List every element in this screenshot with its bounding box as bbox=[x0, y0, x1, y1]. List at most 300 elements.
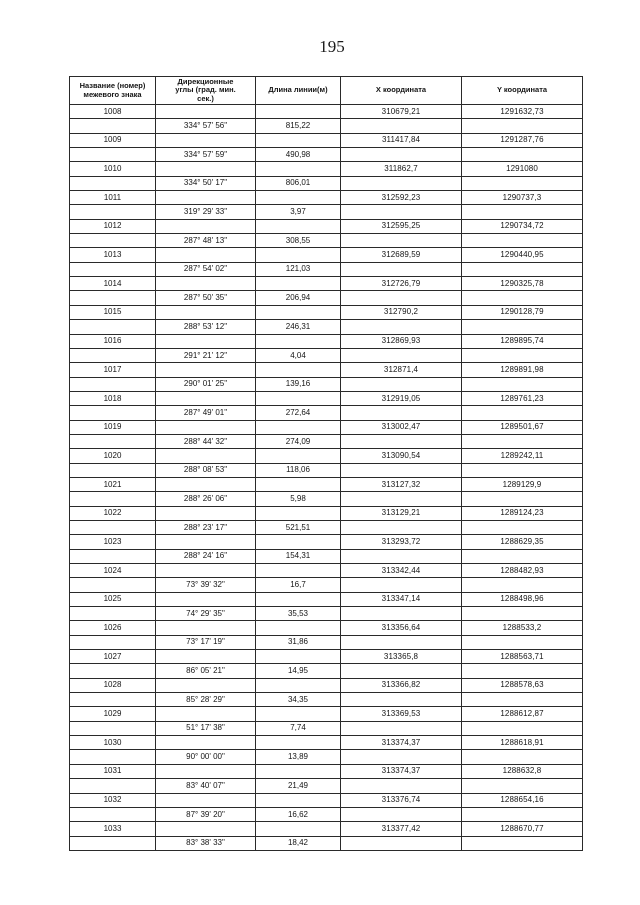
empty-cell bbox=[70, 262, 156, 276]
segment-row bbox=[70, 635, 583, 649]
x-coordinate-cell: 312689,59 bbox=[341, 248, 462, 262]
x-coordinate-cell: 312726,79 bbox=[341, 277, 462, 291]
empty-cell bbox=[341, 148, 462, 162]
empty-cell bbox=[256, 391, 341, 405]
y-coordinate-cell: 1289129,9 bbox=[462, 477, 583, 491]
empty-cell bbox=[462, 406, 583, 420]
point-name-cell: 1020 bbox=[70, 449, 156, 463]
empty-cell bbox=[70, 406, 156, 420]
empty-cell bbox=[462, 434, 583, 448]
empty-cell bbox=[256, 764, 341, 778]
empty-cell bbox=[156, 678, 256, 692]
empty-cell bbox=[156, 305, 256, 319]
point-name-cell: 1021 bbox=[70, 477, 156, 491]
empty-cell bbox=[256, 420, 341, 434]
empty-cell bbox=[156, 420, 256, 434]
empty-cell bbox=[70, 807, 156, 821]
empty-cell bbox=[156, 162, 256, 176]
line-length-cell: 806,01 bbox=[256, 176, 341, 190]
point-row bbox=[70, 105, 583, 119]
y-coordinate-cell: 1289895,74 bbox=[462, 334, 583, 348]
point-row bbox=[70, 191, 583, 205]
empty-cell bbox=[256, 363, 341, 377]
line-length-cell: 35,53 bbox=[256, 607, 341, 621]
empty-cell bbox=[256, 477, 341, 491]
segment-row bbox=[70, 750, 583, 764]
empty-cell bbox=[70, 320, 156, 334]
line-length-cell: 21,49 bbox=[256, 779, 341, 793]
empty-cell bbox=[462, 119, 583, 133]
point-name-cell: 1019 bbox=[70, 420, 156, 434]
segment-row bbox=[70, 578, 583, 592]
x-coordinate-cell: 311417,84 bbox=[341, 133, 462, 147]
point-name-cell: 1023 bbox=[70, 535, 156, 549]
point-row bbox=[70, 305, 583, 319]
empty-cell bbox=[70, 205, 156, 219]
x-coordinate-cell: 313356,64 bbox=[341, 621, 462, 635]
empty-cell bbox=[462, 320, 583, 334]
empty-cell bbox=[156, 477, 256, 491]
point-name-cell: 1032 bbox=[70, 793, 156, 807]
point-row bbox=[70, 449, 583, 463]
empty-cell bbox=[462, 348, 583, 362]
point-row bbox=[70, 420, 583, 434]
x-coordinate-cell: 313002,47 bbox=[341, 420, 462, 434]
table-header-row bbox=[70, 77, 583, 105]
empty-cell bbox=[341, 291, 462, 305]
directional-angle-cell: 73° 17' 19" bbox=[156, 635, 256, 649]
x-coordinate-cell: 313369,53 bbox=[341, 707, 462, 721]
table-header bbox=[70, 77, 583, 105]
point-name-cell: 1012 bbox=[70, 219, 156, 233]
empty-cell bbox=[341, 492, 462, 506]
y-coordinate-cell: 1289891,98 bbox=[462, 363, 583, 377]
empty-cell bbox=[156, 248, 256, 262]
empty-cell bbox=[156, 105, 256, 119]
y-coordinate-cell: 1288629,35 bbox=[462, 535, 583, 549]
empty-cell bbox=[156, 535, 256, 549]
point-name-cell: 1025 bbox=[70, 592, 156, 606]
empty-cell bbox=[341, 119, 462, 133]
table-body bbox=[70, 105, 583, 851]
point-name-cell: 1009 bbox=[70, 133, 156, 147]
y-coordinate-cell: 1288612,87 bbox=[462, 707, 583, 721]
segment-row bbox=[70, 291, 583, 305]
empty-cell bbox=[256, 449, 341, 463]
point-name-cell: 1031 bbox=[70, 764, 156, 778]
directional-angle-cell: 287° 48' 13" bbox=[156, 234, 256, 248]
directional-angle-cell: 288° 44' 32" bbox=[156, 434, 256, 448]
directional-angle-cell: 288° 08' 53" bbox=[156, 463, 256, 477]
empty-cell bbox=[462, 148, 583, 162]
empty-cell bbox=[256, 191, 341, 205]
empty-cell bbox=[156, 592, 256, 606]
point-name-cell: 1028 bbox=[70, 678, 156, 692]
x-coordinate-cell: 313377,42 bbox=[341, 822, 462, 836]
line-length-cell: 118,06 bbox=[256, 463, 341, 477]
segment-row bbox=[70, 463, 583, 477]
y-coordinate-cell: 1288578,63 bbox=[462, 678, 583, 692]
x-coordinate-cell: 312919,05 bbox=[341, 391, 462, 405]
segment-row bbox=[70, 377, 583, 391]
y-coordinate-cell: 1288498,96 bbox=[462, 592, 583, 606]
y-coordinate-cell: 1288632,8 bbox=[462, 764, 583, 778]
y-coordinate-cell: 1288482,93 bbox=[462, 564, 583, 578]
point-row bbox=[70, 592, 583, 606]
y-coordinate-cell: 1288533,2 bbox=[462, 621, 583, 635]
empty-cell bbox=[70, 434, 156, 448]
empty-cell bbox=[341, 779, 462, 793]
segment-row bbox=[70, 434, 583, 448]
empty-cell bbox=[156, 449, 256, 463]
point-row bbox=[70, 535, 583, 549]
segment-row bbox=[70, 262, 583, 276]
segment-row bbox=[70, 779, 583, 793]
empty-cell bbox=[462, 578, 583, 592]
point-name-cell: 1013 bbox=[70, 248, 156, 262]
directional-angle-cell: 288° 23' 17" bbox=[156, 520, 256, 534]
empty-cell bbox=[256, 592, 341, 606]
empty-cell bbox=[462, 807, 583, 821]
point-row bbox=[70, 736, 583, 750]
empty-cell bbox=[462, 779, 583, 793]
empty-cell bbox=[156, 650, 256, 664]
point-row bbox=[70, 822, 583, 836]
x-coordinate-cell: 312869,93 bbox=[341, 334, 462, 348]
point-name-cell: 1030 bbox=[70, 736, 156, 750]
empty-cell bbox=[462, 234, 583, 248]
directional-angle-cell: 287° 50' 35" bbox=[156, 291, 256, 305]
line-length-cell: 139,16 bbox=[256, 377, 341, 391]
point-row bbox=[70, 277, 583, 291]
empty-cell bbox=[341, 520, 462, 534]
point-name-cell: 1011 bbox=[70, 191, 156, 205]
y-coordinate-cell: 1291287,76 bbox=[462, 133, 583, 147]
empty-cell bbox=[156, 707, 256, 721]
line-length-cell: 16,7 bbox=[256, 578, 341, 592]
y-coordinate-cell: 1288618,91 bbox=[462, 736, 583, 750]
empty-cell bbox=[256, 219, 341, 233]
x-coordinate-cell: 312790,2 bbox=[341, 305, 462, 319]
y-coordinate-cell: 1289761,23 bbox=[462, 391, 583, 405]
line-length-cell: 5,98 bbox=[256, 492, 341, 506]
y-coordinate-cell: 1288670,77 bbox=[462, 822, 583, 836]
empty-cell bbox=[70, 148, 156, 162]
segment-row bbox=[70, 721, 583, 735]
empty-cell bbox=[462, 205, 583, 219]
empty-cell bbox=[462, 549, 583, 563]
empty-cell bbox=[156, 736, 256, 750]
point-row bbox=[70, 334, 583, 348]
x-coordinate-cell: 313342,44 bbox=[341, 564, 462, 578]
directional-angle-cell: 90° 00' 00" bbox=[156, 750, 256, 764]
empty-cell bbox=[341, 348, 462, 362]
empty-cell bbox=[70, 348, 156, 362]
point-name-cell: 1026 bbox=[70, 621, 156, 635]
point-row bbox=[70, 506, 583, 520]
y-coordinate-cell: 1289501,67 bbox=[462, 420, 583, 434]
empty-cell bbox=[156, 822, 256, 836]
segment-row bbox=[70, 148, 583, 162]
line-length-cell: 3,97 bbox=[256, 205, 341, 219]
x-coordinate-cell: 313374,37 bbox=[341, 736, 462, 750]
line-length-cell: 521,51 bbox=[256, 520, 341, 534]
empty-cell bbox=[156, 793, 256, 807]
empty-cell bbox=[156, 277, 256, 291]
line-length-cell: 7,74 bbox=[256, 721, 341, 735]
line-length-cell: 246,31 bbox=[256, 320, 341, 334]
y-coordinate-cell: 1290128,79 bbox=[462, 305, 583, 319]
empty-cell bbox=[462, 291, 583, 305]
segment-row bbox=[70, 205, 583, 219]
point-row bbox=[70, 764, 583, 778]
point-name-cell: 1010 bbox=[70, 162, 156, 176]
point-row bbox=[70, 621, 583, 635]
empty-cell bbox=[462, 664, 583, 678]
empty-cell bbox=[156, 764, 256, 778]
empty-cell bbox=[70, 693, 156, 707]
point-row bbox=[70, 363, 583, 377]
y-coordinate-cell: 1291632,73 bbox=[462, 105, 583, 119]
y-coordinate-cell: 1289124,23 bbox=[462, 506, 583, 520]
empty-cell bbox=[462, 262, 583, 276]
empty-cell bbox=[256, 707, 341, 721]
segment-row bbox=[70, 320, 583, 334]
x-coordinate-cell: 313376,74 bbox=[341, 793, 462, 807]
line-length-cell: 18,42 bbox=[256, 836, 341, 850]
empty-cell bbox=[256, 736, 341, 750]
point-row bbox=[70, 707, 583, 721]
empty-cell bbox=[156, 391, 256, 405]
empty-cell bbox=[341, 234, 462, 248]
empty-cell bbox=[70, 291, 156, 305]
empty-cell bbox=[341, 434, 462, 448]
segment-row bbox=[70, 520, 583, 534]
empty-cell bbox=[256, 334, 341, 348]
x-coordinate-cell: 311862,7 bbox=[341, 162, 462, 176]
empty-cell bbox=[156, 363, 256, 377]
empty-cell bbox=[256, 506, 341, 520]
empty-cell bbox=[70, 607, 156, 621]
empty-cell bbox=[462, 176, 583, 190]
segment-row bbox=[70, 607, 583, 621]
x-coordinate-cell: 313365,8 bbox=[341, 650, 462, 664]
directional-angle-cell: 291° 21' 12" bbox=[156, 348, 256, 362]
x-coordinate-cell: 310679,21 bbox=[341, 105, 462, 119]
point-name-cell: 1008 bbox=[70, 105, 156, 119]
empty-cell bbox=[341, 721, 462, 735]
directional-angle-cell: 287° 49' 01" bbox=[156, 406, 256, 420]
directional-angle-cell: 86° 05' 21" bbox=[156, 664, 256, 678]
point-row bbox=[70, 650, 583, 664]
segment-row bbox=[70, 119, 583, 133]
x-coordinate-cell: 313090,54 bbox=[341, 449, 462, 463]
empty-cell bbox=[70, 377, 156, 391]
empty-cell bbox=[256, 277, 341, 291]
empty-cell bbox=[462, 607, 583, 621]
empty-cell bbox=[70, 234, 156, 248]
empty-cell bbox=[341, 549, 462, 563]
point-name-cell: 1024 bbox=[70, 564, 156, 578]
empty-cell bbox=[462, 377, 583, 391]
point-name-cell: 1017 bbox=[70, 363, 156, 377]
y-coordinate-cell: 1291080 bbox=[462, 162, 583, 176]
empty-cell bbox=[341, 406, 462, 420]
segment-row bbox=[70, 348, 583, 362]
directional-angle-cell: 288° 26' 06" bbox=[156, 492, 256, 506]
empty-cell bbox=[70, 721, 156, 735]
point-row bbox=[70, 391, 583, 405]
segment-row bbox=[70, 693, 583, 707]
point-row bbox=[70, 248, 583, 262]
directional-angle-cell: 334° 57' 59" bbox=[156, 148, 256, 162]
segment-row bbox=[70, 664, 583, 678]
empty-cell bbox=[341, 262, 462, 276]
empty-cell bbox=[70, 549, 156, 563]
empty-cell bbox=[70, 664, 156, 678]
point-row bbox=[70, 678, 583, 692]
x-coordinate-cell: 313129,21 bbox=[341, 506, 462, 520]
directional-angle-cell: 87° 39' 20" bbox=[156, 807, 256, 821]
line-length-cell: 206,94 bbox=[256, 291, 341, 305]
empty-cell bbox=[70, 779, 156, 793]
empty-cell bbox=[462, 463, 583, 477]
directional-angle-cell: 290° 01' 25" bbox=[156, 377, 256, 391]
empty-cell bbox=[70, 492, 156, 506]
directional-angle-cell: 74° 29' 35" bbox=[156, 607, 256, 621]
point-name-cell: 1014 bbox=[70, 277, 156, 291]
empty-cell bbox=[70, 836, 156, 850]
page-number: 195 bbox=[319, 37, 345, 56]
header-line-length: Длина линии(м) bbox=[256, 77, 341, 105]
empty-cell bbox=[70, 176, 156, 190]
y-coordinate-cell: 1290440,95 bbox=[462, 248, 583, 262]
empty-cell bbox=[341, 693, 462, 707]
directional-angle-cell: 73° 39' 32" bbox=[156, 578, 256, 592]
empty-cell bbox=[70, 119, 156, 133]
x-coordinate-cell: 313366,82 bbox=[341, 678, 462, 692]
directional-angle-cell: 334° 50' 17" bbox=[156, 176, 256, 190]
header-x-coordinate: X координата bbox=[341, 77, 462, 105]
y-coordinate-cell: 1288654,16 bbox=[462, 793, 583, 807]
point-name-cell: 1016 bbox=[70, 334, 156, 348]
line-length-cell: 815,22 bbox=[256, 119, 341, 133]
line-length-cell: 274,09 bbox=[256, 434, 341, 448]
x-coordinate-cell: 313347,14 bbox=[341, 592, 462, 606]
directional-angle-cell: 319° 29' 33" bbox=[156, 205, 256, 219]
point-row bbox=[70, 477, 583, 491]
y-coordinate-cell: 1289242,11 bbox=[462, 449, 583, 463]
empty-cell bbox=[462, 750, 583, 764]
empty-cell bbox=[341, 635, 462, 649]
empty-cell bbox=[256, 248, 341, 262]
empty-cell bbox=[341, 664, 462, 678]
empty-cell bbox=[156, 219, 256, 233]
empty-cell bbox=[156, 334, 256, 348]
x-coordinate-cell: 312595,25 bbox=[341, 219, 462, 233]
empty-cell bbox=[156, 191, 256, 205]
empty-cell bbox=[70, 750, 156, 764]
point-row bbox=[70, 564, 583, 578]
line-length-cell: 308,55 bbox=[256, 234, 341, 248]
line-length-cell: 121,03 bbox=[256, 262, 341, 276]
empty-cell bbox=[341, 176, 462, 190]
point-name-cell: 1029 bbox=[70, 707, 156, 721]
empty-cell bbox=[70, 578, 156, 592]
empty-cell bbox=[256, 105, 341, 119]
empty-cell bbox=[341, 578, 462, 592]
point-name-cell: 1018 bbox=[70, 391, 156, 405]
directional-angle-cell: 288° 53' 12" bbox=[156, 320, 256, 334]
x-coordinate-cell: 312592,23 bbox=[341, 191, 462, 205]
y-coordinate-cell: 1290737,3 bbox=[462, 191, 583, 205]
point-row bbox=[70, 133, 583, 147]
directional-angle-cell: 288° 24' 16" bbox=[156, 549, 256, 563]
empty-cell bbox=[341, 750, 462, 764]
y-coordinate-cell: 1290734,72 bbox=[462, 219, 583, 233]
header-y-coordinate: Y координата bbox=[462, 77, 583, 105]
header-directional-angle: Дирекционные углы (град. мин. сек.) bbox=[156, 77, 256, 105]
boundary-coordinates-table bbox=[69, 76, 583, 851]
point-row bbox=[70, 793, 583, 807]
empty-cell bbox=[256, 162, 341, 176]
point-name-cell: 1033 bbox=[70, 822, 156, 836]
line-length-cell: 13,89 bbox=[256, 750, 341, 764]
segment-row bbox=[70, 836, 583, 850]
segment-row bbox=[70, 549, 583, 563]
segment-row bbox=[70, 176, 583, 190]
empty-cell bbox=[156, 564, 256, 578]
empty-cell bbox=[341, 320, 462, 334]
directional-angle-cell: 287° 54' 02" bbox=[156, 262, 256, 276]
empty-cell bbox=[341, 205, 462, 219]
empty-cell bbox=[156, 621, 256, 635]
line-length-cell: 154,31 bbox=[256, 549, 341, 563]
directional-angle-cell: 85° 28' 29" bbox=[156, 693, 256, 707]
empty-cell bbox=[156, 506, 256, 520]
empty-cell bbox=[341, 463, 462, 477]
empty-cell bbox=[341, 607, 462, 621]
empty-cell bbox=[462, 721, 583, 735]
line-length-cell: 34,35 bbox=[256, 693, 341, 707]
directional-angle-cell: 51° 17' 38" bbox=[156, 721, 256, 735]
x-coordinate-cell: 313293,72 bbox=[341, 535, 462, 549]
empty-cell bbox=[462, 693, 583, 707]
empty-cell bbox=[70, 635, 156, 649]
empty-cell bbox=[256, 822, 341, 836]
empty-cell bbox=[462, 520, 583, 534]
empty-cell bbox=[462, 492, 583, 506]
point-row bbox=[70, 219, 583, 233]
empty-cell bbox=[156, 133, 256, 147]
y-coordinate-cell: 1288563,71 bbox=[462, 650, 583, 664]
empty-cell bbox=[341, 377, 462, 391]
segment-row bbox=[70, 807, 583, 821]
line-length-cell: 16,62 bbox=[256, 807, 341, 821]
line-length-cell: 14,95 bbox=[256, 664, 341, 678]
empty-cell bbox=[462, 836, 583, 850]
segment-row bbox=[70, 406, 583, 420]
point-row bbox=[70, 162, 583, 176]
empty-cell bbox=[256, 678, 341, 692]
empty-cell bbox=[256, 535, 341, 549]
empty-cell bbox=[256, 133, 341, 147]
line-length-cell: 272,64 bbox=[256, 406, 341, 420]
empty-cell bbox=[256, 621, 341, 635]
directional-angle-cell: 83° 38' 33" bbox=[156, 836, 256, 850]
empty-cell bbox=[70, 463, 156, 477]
directional-angle-cell: 83° 40' 07" bbox=[156, 779, 256, 793]
